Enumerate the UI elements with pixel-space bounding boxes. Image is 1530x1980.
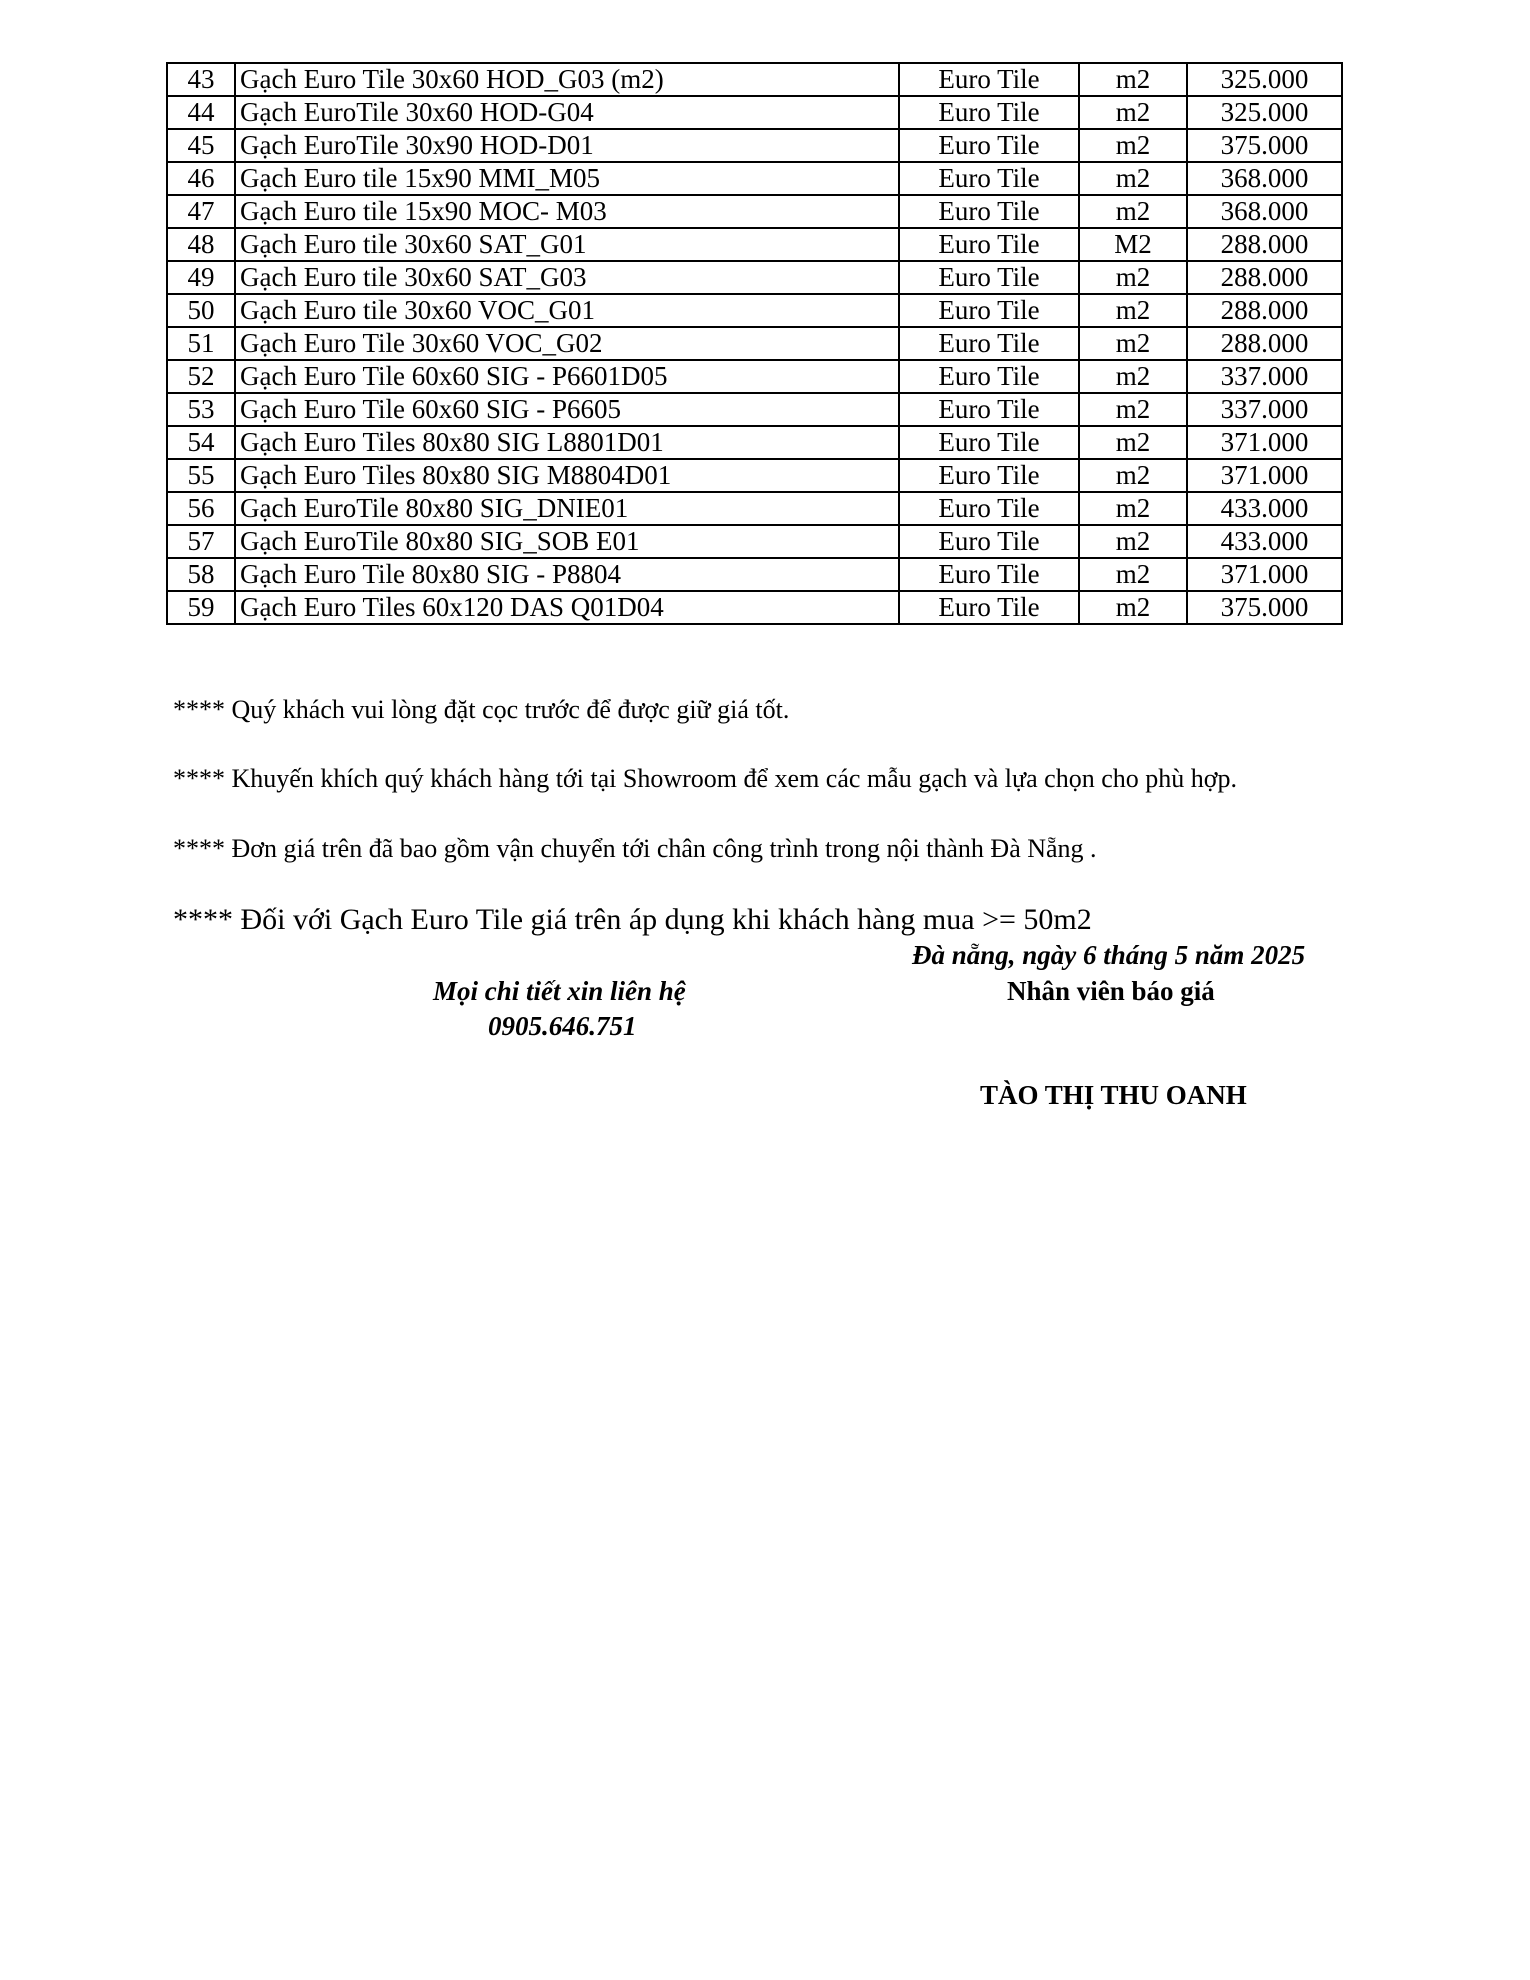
table-row <box>167 294 1342 327</box>
cell-product-name: Gạch Euro Tiles 60x120 DAS Q01D04 <box>235 591 899 624</box>
cell-price: 288.000 <box>1187 261 1342 294</box>
cell-brand: Euro Tile <box>899 162 1079 195</box>
cell-product-name: Gạch Euro tile 15x90 MOC- M03 <box>235 195 899 228</box>
table-row <box>167 558 1342 591</box>
cell-unit: m2 <box>1079 96 1187 129</box>
cell-price: 371.000 <box>1187 459 1342 492</box>
cell-price: 337.000 <box>1187 360 1342 393</box>
table-row <box>167 327 1342 360</box>
cell-product-name: Gạch Euro tile 30x60 VOC_G01 <box>235 294 899 327</box>
contact-phone: 0905.646.751 <box>488 1011 637 1041</box>
cell-product-name: Gạch Euro Tile 30x60 HOD_G03 (m2) <box>235 63 899 96</box>
contact-label: Mọi chi tiết xin liên hệ <box>433 976 686 1006</box>
cell-price: 288.000 <box>1187 294 1342 327</box>
cell-brand: Euro Tile <box>899 261 1079 294</box>
table-row <box>167 360 1342 393</box>
cell-brand: Euro Tile <box>899 96 1079 129</box>
cell-brand: Euro Tile <box>899 195 1079 228</box>
note-deposit: **** Quý khách vui lòng đặt cọc trước để được giữ giá tốt. <box>173 695 790 724</box>
cell-product-name: Gạch Euro tile 15x90 MMI_M05 <box>235 162 899 195</box>
cell-product-name: Gạch Euro Tile 60x60 SIG - P6605 <box>235 393 899 426</box>
cell-unit: m2 <box>1079 294 1187 327</box>
cell-price: 375.000 <box>1187 129 1342 162</box>
cell-product-name: Gạch Euro tile 30x60 SAT_G01 <box>235 228 899 261</box>
note-delivery: **** Đơn giá trên đã bao gồm vận chuyển tới chân công trình trong nội thành Đà Nẵng . <box>173 834 1097 863</box>
cell-unit: m2 <box>1079 591 1187 624</box>
cell-stt: 56 <box>167 492 235 525</box>
cell-unit: m2 <box>1079 195 1187 228</box>
table-row <box>167 525 1342 558</box>
table-row <box>167 393 1342 426</box>
price-table-body <box>167 63 1342 624</box>
cell-price: 433.000 <box>1187 525 1342 558</box>
cell-unit: m2 <box>1079 327 1187 360</box>
cell-product-name: Gạch Euro Tile 80x80 SIG - P8804 <box>235 558 899 591</box>
cell-product-name: Gạch Euro Tile 60x60 SIG - P6601D05 <box>235 360 899 393</box>
cell-stt: 54 <box>167 426 235 459</box>
cell-brand: Euro Tile <box>899 294 1079 327</box>
cell-price: 325.000 <box>1187 63 1342 96</box>
cell-unit: m2 <box>1079 525 1187 558</box>
cell-unit: m2 <box>1079 162 1187 195</box>
cell-brand: Euro Tile <box>899 360 1079 393</box>
note-minimum-order: **** Đối với Gạch Euro Tile giá trên áp dụng khi khách hàng mua >= 50m2 <box>173 903 1092 936</box>
table-row <box>167 261 1342 294</box>
cell-price: 288.000 <box>1187 228 1342 261</box>
staff-name: TÀO THỊ THU OANH <box>980 1080 1247 1110</box>
cell-stt: 46 <box>167 162 235 195</box>
note-showroom: **** Khuyến khích quý khách hàng tới tại Showroom để xem các mẫu gạch và lựa chọn cho phù hợp. <box>173 764 1237 793</box>
table-row <box>167 129 1342 162</box>
cell-unit: m2 <box>1079 63 1187 96</box>
cell-stt: 50 <box>167 294 235 327</box>
cell-product-name: Gạch Euro Tiles 80x80 SIG L8801D01 <box>235 426 899 459</box>
price-table <box>166 62 1343 625</box>
table-row <box>167 195 1342 228</box>
cell-stt: 47 <box>167 195 235 228</box>
cell-stt: 59 <box>167 591 235 624</box>
cell-stt: 44 <box>167 96 235 129</box>
cell-stt: 52 <box>167 360 235 393</box>
cell-stt: 45 <box>167 129 235 162</box>
cell-unit: m2 <box>1079 459 1187 492</box>
cell-unit: m2 <box>1079 360 1187 393</box>
cell-product-name: Gạch Euro tile 30x60 SAT_G03 <box>235 261 899 294</box>
table-row <box>167 228 1342 261</box>
cell-brand: Euro Tile <box>899 327 1079 360</box>
cell-product-name: Gạch EuroTile 30x60 HOD-G04 <box>235 96 899 129</box>
cell-unit: m2 <box>1079 261 1187 294</box>
cell-price: 337.000 <box>1187 393 1342 426</box>
cell-brand: Euro Tile <box>899 129 1079 162</box>
cell-brand: Euro Tile <box>899 426 1079 459</box>
table-row <box>167 426 1342 459</box>
cell-brand: Euro Tile <box>899 63 1079 96</box>
cell-price: 375.000 <box>1187 591 1342 624</box>
cell-price: 371.000 <box>1187 426 1342 459</box>
cell-product-name: Gạch Euro Tile 30x60 VOC_G02 <box>235 327 899 360</box>
table-row <box>167 459 1342 492</box>
cell-stt: 58 <box>167 558 235 591</box>
cell-unit: m2 <box>1079 129 1187 162</box>
table-row <box>167 162 1342 195</box>
cell-unit: m2 <box>1079 558 1187 591</box>
cell-product-name: Gạch EuroTile 80x80 SIG_DNIE01 <box>235 492 899 525</box>
cell-brand: Euro Tile <box>899 492 1079 525</box>
cell-price: 288.000 <box>1187 327 1342 360</box>
cell-brand: Euro Tile <box>899 393 1079 426</box>
cell-brand: Euro Tile <box>899 591 1079 624</box>
cell-price: 368.000 <box>1187 195 1342 228</box>
quote-date: Đà nẵng, ngày 6 tháng 5 năm 2025 <box>912 940 1306 970</box>
cell-brand: Euro Tile <box>899 459 1079 492</box>
table-row <box>167 63 1342 96</box>
cell-price: 433.000 <box>1187 492 1342 525</box>
cell-unit: m2 <box>1079 492 1187 525</box>
cell-stt: 51 <box>167 327 235 360</box>
cell-unit: m2 <box>1079 426 1187 459</box>
cell-stt: 57 <box>167 525 235 558</box>
cell-product-name: Gạch EuroTile 30x90 HOD-D01 <box>235 129 899 162</box>
table-row <box>167 492 1342 525</box>
cell-stt: 53 <box>167 393 235 426</box>
staff-title: Nhân viên báo giá <box>1007 976 1215 1006</box>
table-row <box>167 96 1342 129</box>
cell-stt: 49 <box>167 261 235 294</box>
cell-brand: Euro Tile <box>899 525 1079 558</box>
cell-unit: M2 <box>1079 228 1187 261</box>
cell-price: 371.000 <box>1187 558 1342 591</box>
cell-price: 325.000 <box>1187 96 1342 129</box>
table-row <box>167 591 1342 624</box>
cell-stt: 43 <box>167 63 235 96</box>
cell-unit: m2 <box>1079 393 1187 426</box>
cell-product-name: Gạch Euro Tiles 80x80 SIG M8804D01 <box>235 459 899 492</box>
cell-stt: 55 <box>167 459 235 492</box>
cell-brand: Euro Tile <box>899 228 1079 261</box>
cell-brand: Euro Tile <box>899 558 1079 591</box>
cell-stt: 48 <box>167 228 235 261</box>
cell-product-name: Gạch EuroTile 80x80 SIG_SOB E01 <box>235 525 899 558</box>
cell-price: 368.000 <box>1187 162 1342 195</box>
